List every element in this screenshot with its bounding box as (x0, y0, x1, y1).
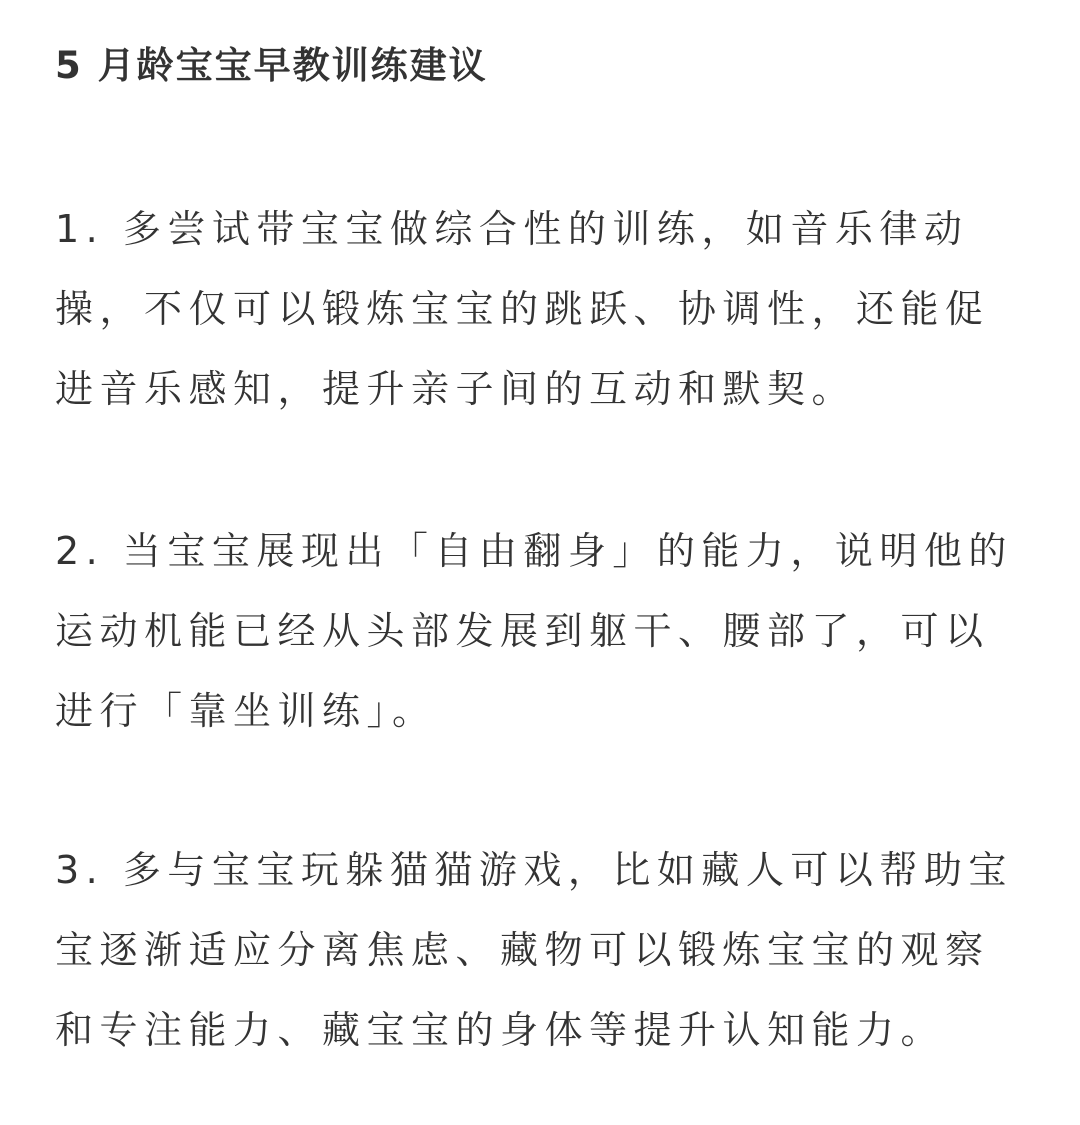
tip-2-line-3: 进行「靠坐训练」。 (55, 689, 437, 733)
tip-3-line-3: 和专注能力、藏宝宝的身体等提升认知能力。 (55, 1008, 946, 1052)
article-title: 5 月龄宝宝早教训练建议 (55, 44, 488, 87)
tip-1-line-2: 操，不仅可以锻炼宝宝的跳跃、协调性，还能促 (55, 287, 990, 331)
tip-item-3 (55, 830, 1025, 1070)
tip-item-1 (55, 189, 1025, 429)
tip-1-line-3: 进音乐感知，提升亲子间的互动和默契。 (55, 367, 857, 411)
tip-item-2 (55, 511, 1025, 751)
tip-3-line-2: 宝逐渐适应分离焦虑、藏物可以锻炼宝宝的观察 (55, 928, 990, 972)
tip-2-line-2: 运动机能已经从头部发展到躯干、腰部了，可以 (55, 609, 990, 653)
tip-1-line-1: 1. 多尝试带宝宝做综合性的训练，如音乐律动 (55, 207, 969, 251)
tip-3-line-1: 3. 多与宝宝玩躲猫猫游戏，比如藏人可以帮助宝 (55, 848, 1013, 892)
tip-2-line-1: 2. 当宝宝展现出「自由翻身」的能力，说明他的 (55, 529, 1013, 573)
